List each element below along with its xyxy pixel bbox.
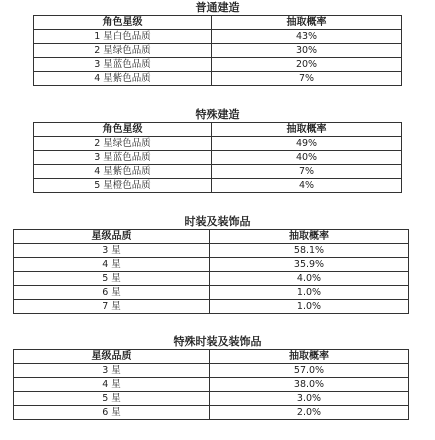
- section-title: 时装及装饰品: [184, 215, 251, 228]
- table-header-row: [34, 123, 402, 137]
- table-row: [34, 58, 402, 72]
- probability-table: [13, 229, 409, 314]
- table-row: [14, 286, 409, 300]
- header-probability: 抽取概率: [210, 230, 409, 244]
- cell-probability: 3.0%: [210, 392, 409, 406]
- cell-probability: 57.0%: [210, 364, 409, 378]
- cell-probability: 35.9%: [210, 258, 409, 272]
- cell-quality: 3 星蓝色品质: [34, 58, 212, 72]
- table-header-row: [14, 350, 409, 364]
- table-row: [34, 165, 402, 179]
- cell-quality: 5 星橙色品质: [34, 179, 212, 193]
- section-title: 普通建造: [195, 1, 240, 14]
- cell-quality: 6 星: [14, 286, 210, 300]
- section-title: 特殊建造: [195, 108, 240, 121]
- cell-quality: 4 星: [14, 378, 210, 392]
- cell-quality: 3 星: [14, 244, 210, 258]
- table-row: [34, 137, 402, 151]
- table-header-row: [34, 16, 402, 30]
- cell-quality: 4 星: [14, 258, 210, 272]
- header-star-level: 角色星级: [34, 123, 212, 137]
- table-row: [14, 258, 409, 272]
- table-row: [14, 378, 409, 392]
- header-probability: 抽取概率: [212, 16, 402, 30]
- cell-probability: 43%: [212, 30, 402, 44]
- cell-quality: 4 星紫色品质: [34, 72, 212, 86]
- section-special-costumes: [0, 335, 435, 420]
- table-row: [34, 72, 402, 86]
- cell-quality: 6 星: [14, 406, 210, 420]
- cell-probability: 49%: [212, 137, 402, 151]
- cell-quality: 3 星: [14, 364, 210, 378]
- cell-quality: 2 星绿色品质: [34, 44, 212, 58]
- cell-probability: 30%: [212, 44, 402, 58]
- cell-probability: 4.0%: [210, 272, 409, 286]
- section-special-build: [0, 108, 435, 193]
- section-normal-build: [0, 1, 435, 86]
- cell-probability: 1.0%: [210, 286, 409, 300]
- cell-probability: 40%: [212, 151, 402, 165]
- cell-quality: 3 星蓝色品质: [34, 151, 212, 165]
- cell-probability: 2.0%: [210, 406, 409, 420]
- table-header-row: [14, 230, 409, 244]
- cell-quality: 4 星紫色品质: [34, 165, 212, 179]
- table-row: [34, 44, 402, 58]
- table-row: [34, 151, 402, 165]
- cell-probability: 7%: [212, 72, 402, 86]
- section-title: 特殊时装及装饰品: [173, 335, 262, 348]
- probability-table: [13, 349, 409, 420]
- table-row: [14, 406, 409, 420]
- probability-table: [33, 15, 402, 86]
- table-row: [14, 244, 409, 258]
- section-costumes: [0, 215, 435, 314]
- table-row: [14, 300, 409, 314]
- table-row: [14, 272, 409, 286]
- header-star-quality: 星级品质: [14, 230, 210, 244]
- cell-probability: 58.1%: [210, 244, 409, 258]
- cell-quality: 1 星白色品质: [34, 30, 212, 44]
- header-probability: 抽取概率: [210, 350, 409, 364]
- table-row: [34, 179, 402, 193]
- table-row: [34, 30, 402, 44]
- cell-quality: 7 星: [14, 300, 210, 314]
- cell-probability: 20%: [212, 58, 402, 72]
- header-probability: 抽取概率: [212, 123, 402, 137]
- cell-quality: 5 星: [14, 392, 210, 406]
- header-star-quality: 星级品质: [14, 350, 210, 364]
- table-row: [14, 392, 409, 406]
- cell-probability: 7%: [212, 165, 402, 179]
- cell-probability: 4%: [212, 179, 402, 193]
- cell-quality: 2 星绿色品质: [34, 137, 212, 151]
- cell-probability: 1.0%: [210, 300, 409, 314]
- cell-probability: 38.0%: [210, 378, 409, 392]
- probability-table: [33, 122, 402, 193]
- header-star-level: 角色星级: [34, 16, 212, 30]
- cell-quality: 5 星: [14, 272, 210, 286]
- table-row: [14, 364, 409, 378]
